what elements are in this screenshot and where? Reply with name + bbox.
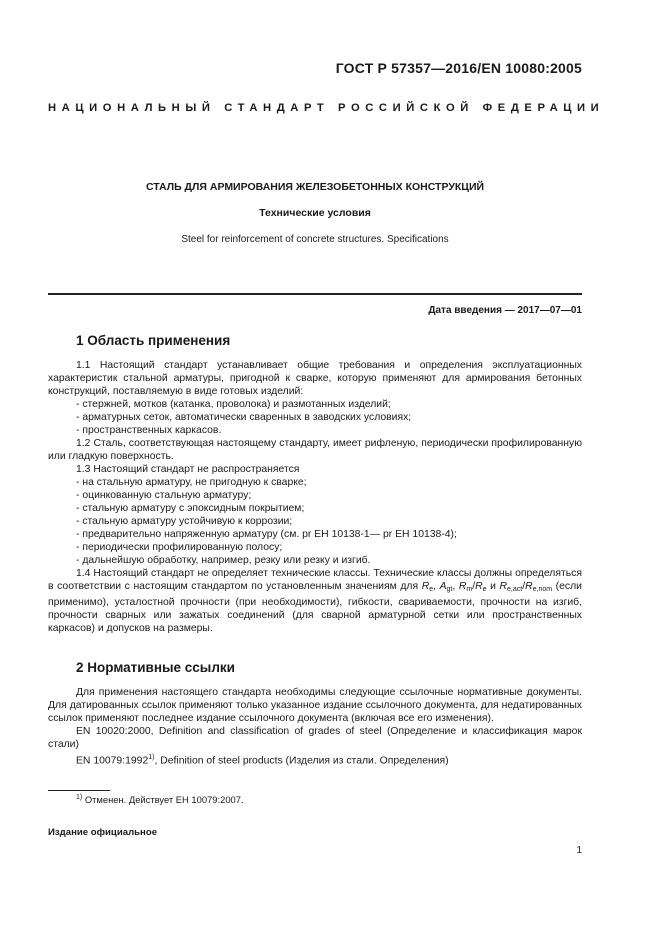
- list-item: - предварительно напряженную арматуру (см. pr ЕН 10138-1— pr ЕН 10138-4);: [76, 529, 457, 540]
- section-2-body: [48, 686, 582, 767]
- paragraph-1-1: 1.1 Настоящий стандарт устанавливает общие требования и определения эксплуатационных характеристик стальной арматуры, пригодной к сварке, которую применяют для армирования бетонных конструкций, поставляемую в виде готовых изделий:: [48, 360, 582, 397]
- paragraph-1-2: 1.2 Сталь, соответствующая настоящему стандарту, имеет рифленую, периодически профилированную или гладкую поверхность.: [48, 438, 582, 462]
- paragraph-2-1: Для применения настоящего стандарта необходимы следующие ссылочные нормативные документы. Для датированных ссылок применяют только указанное издание ссылочного документа, для недатированных ссылок применяют последнее издание ссылочного документа (включая все его изменения).: [48, 687, 582, 724]
- document-subtitle: Технические условия: [259, 207, 371, 219]
- national-standard-banner: НАЦИОНАЛЬНЫЙ СТАНДАРТ РОССИЙСКОЙ ФЕДЕРАЦИИ: [48, 102, 605, 114]
- footnote: $^{1)}$ Отменен. Действует ЕН 10079:2007.: [76, 794, 244, 806]
- section-2-heading: 2 Нормативные ссылки: [76, 660, 235, 675]
- english-title: Steel for reinforcement of concrete structures. Specifications: [181, 234, 449, 245]
- list-item: - арматурных сеток, автоматически сваренных в заводских условиях;: [76, 412, 412, 423]
- section-1-heading: 1 Область применения: [76, 333, 231, 348]
- section-1-body: [48, 359, 582, 635]
- list-item: - оцинкованную стальную арматуру;: [76, 490, 252, 501]
- official-edition-label: Издание официальное: [48, 827, 158, 838]
- list-item: - дальнейшую обработку, например, резку или резку и изгиб.: [76, 555, 371, 566]
- standard-code: ГОСТ Р 57357—2016/EN 10080:2005: [335, 60, 582, 76]
- list-item: - на стальную арматуру, не пригодную к сварке;: [76, 477, 307, 488]
- reference-en-10079: EN 10079:1992$^{1)}$, Definition of steel products (Изделия из стали. Определения): [76, 754, 449, 767]
- paragraph-1-4: 1.4 Настоящий стандарт не определяет технические классы. Технические классы должны определяться в соответствии с настоящим стандартом по установленным значениям для $R_e$, $A_{gt}$, $R_m/R_e$ и $R_{e,act}/R_{e,nom}$ (если применимо), усталостной прочности (при необходимости), гибкости, свариваемости, прочности на изгиб, прочности сварных или зажатых соединений (для сварной арматурной сетки или пространственных каркасов) и допусков на размеры.: [48, 568, 582, 634]
- footnote-divider: [48, 790, 110, 791]
- reference-en-10020: EN 10020:2000, Definition and classification of grades of steel (Определение и классификация марок стали): [48, 726, 582, 750]
- introduction-date: Дата введения — 2017—07—01: [428, 305, 582, 316]
- list-item: - стальную арматуру устойчивую к коррозии;: [76, 516, 293, 527]
- list-item: - стальную арматуру с эпоксидным покрытием;: [76, 503, 305, 514]
- paragraph-1-3: 1.3 Настоящий стандарт не распространяется: [76, 464, 300, 475]
- list-item: - стержней, мотков (катанка, проволока) и размотанных изделий;: [76, 399, 391, 410]
- title-divider: [48, 293, 582, 295]
- page-number: 1: [576, 845, 582, 856]
- document-title: СТАЛЬ ДЛЯ АРМИРОВАНИЯ ЖЕЛЕЗОБЕТОННЫХ КОНСТРУКЦИЙ: [145, 181, 485, 193]
- list-item: - пространственных каркасов.: [76, 425, 222, 436]
- list-item: - периодически профилированную полосу;: [76, 542, 283, 553]
